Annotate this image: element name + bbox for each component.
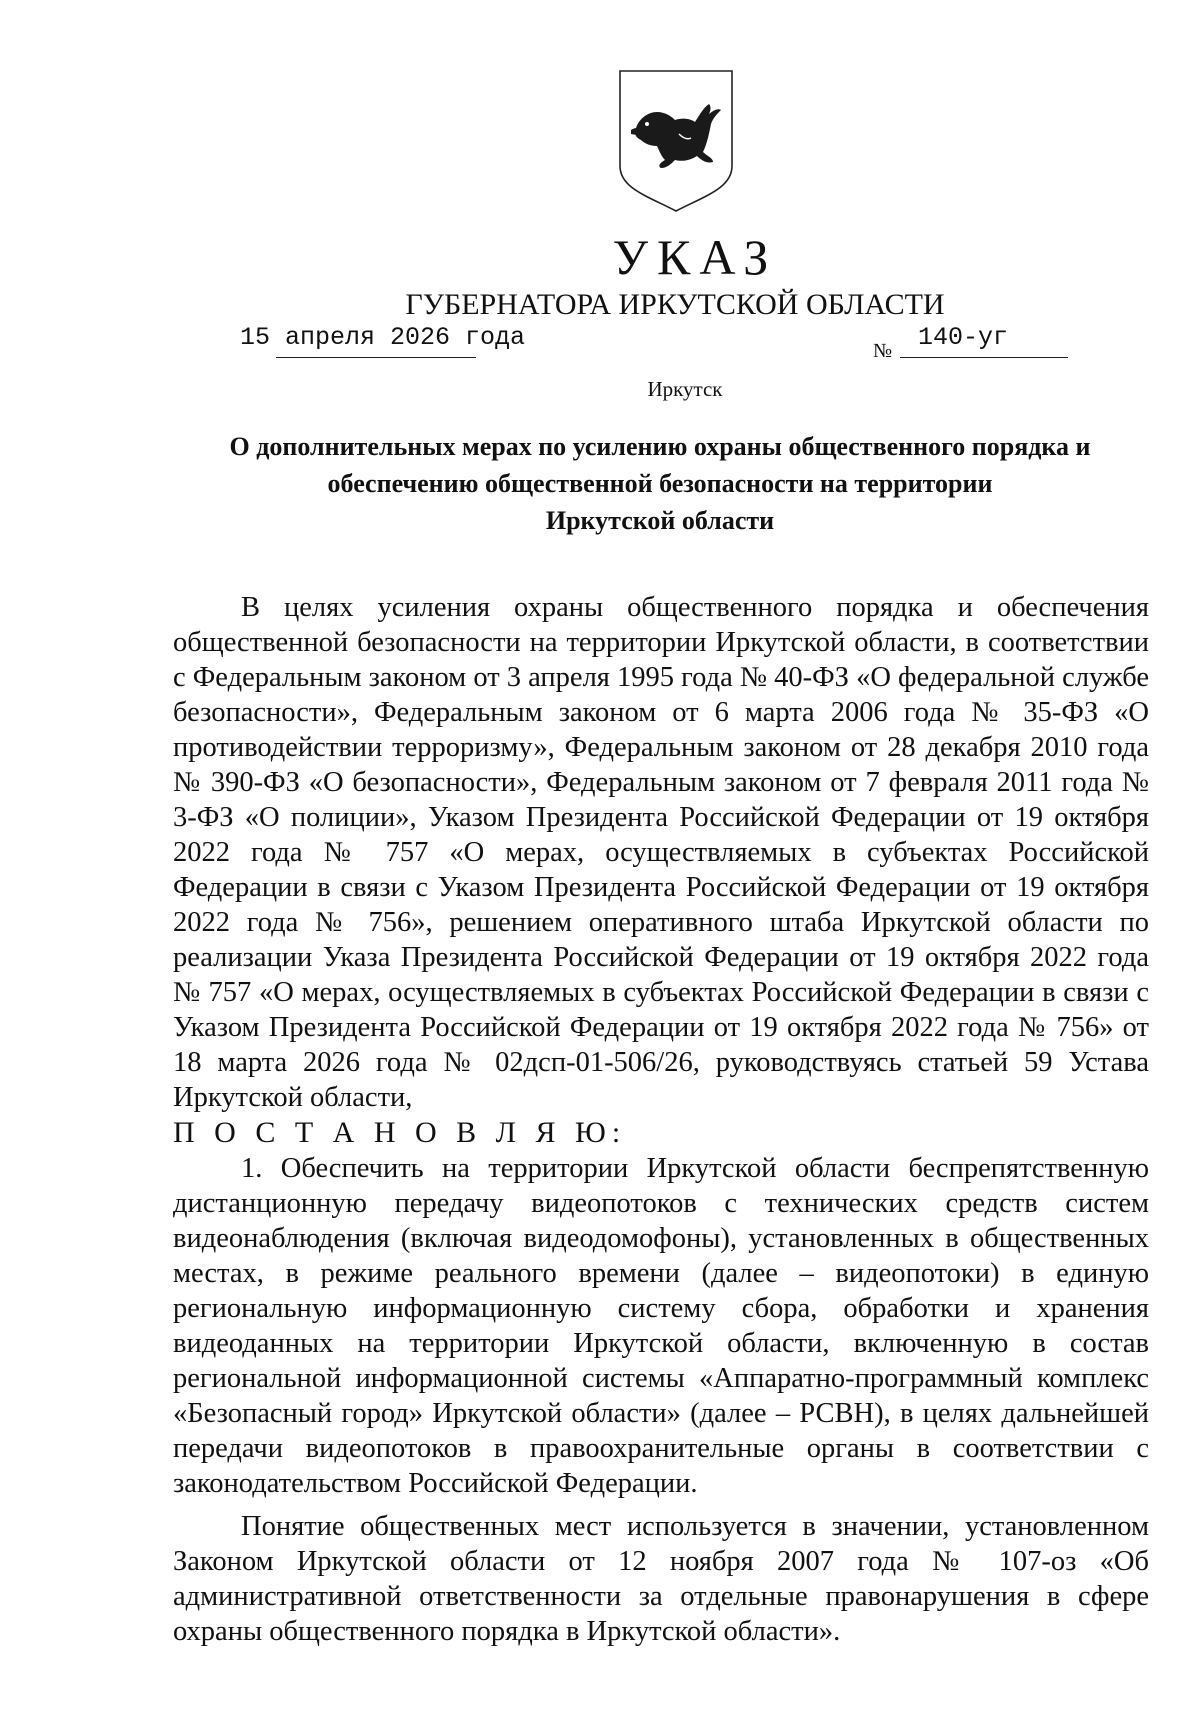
heading-line: обеспечению общественной безопасности на территории xyxy=(327,469,993,498)
decree-number: 140-уг xyxy=(918,323,1009,352)
decree-title: УКАЗ xyxy=(612,229,778,285)
date-underline xyxy=(276,357,476,358)
heading-line: Иркутской области xyxy=(545,506,775,535)
number-label: № xyxy=(873,340,893,362)
number-underline xyxy=(900,357,1068,358)
decree-issuer: ГУБЕРНАТОРА ИРКУТСКОЙ ОБЛАСТИ xyxy=(405,288,945,321)
preamble-paragraph: В целях усиления охраны общественного порядка и обеспечения общественной безопасности на территории Иркутской области, в соответствии с Федеральным законом от 3 апреля 1995 года № 40-ФЗ «О федеральной службе безопасности», Федеральным законом от 6 марта 2006 года № 35-ФЗ «О противодействии терроризму», Федеральным законом от 28 декабря 2010 года № 390-ФЗ «О безопасности», Федеральным законом от 7 февраля 2011 года № 3-ФЗ «О полиции», Указом Президента Российской Федерации от 19 октября 2022 года № 757 «О мерах, осуществляемых в субъектах Российской Федерации в связи с Указом Президента Российской Федерации от 19 октября 2022 года № 756», решением оперативного штаба Иркутской области по реализации Указа Президента Российской Федерации от 19 октября 2022 года № 757 «О мерах, осуществляемых в субъектах Российской Федерации в связи с Указом Президента Российской Федерации от 19 октября 2022 года № 756» от 18 марта 2026 года № 02дсп-01-506/26, руководствуясь статьей 59 Устава Иркутской области, xyxy=(173,592,1149,1113)
resolve-statement: П О С Т А Н О В Л Я Ю: xyxy=(173,1116,627,1149)
shield-icon xyxy=(617,68,735,214)
item-1-note-paragraph: Понятие общественных мест используется в значении, установленном Законом Иркутской области от 12 ноября 2007 года № 107-оз «Об административной ответственности за отдельные правонарушения в сфере охраны общественного порядка в Иркутской области». xyxy=(173,1511,1149,1647)
decree-body xyxy=(173,590,1149,1649)
issue-city: Иркутск xyxy=(647,377,723,401)
coat-of-arms-emblem xyxy=(617,68,735,214)
decree-date: 15 апреля 2026 года xyxy=(240,323,526,352)
decree-subject-heading xyxy=(170,428,1150,539)
item-1-paragraph: 1. Обеспечить на территории Иркутской области беспрепятственную дистанционную передачу видеопотоков с технических средств систем видеонаблюдения (включая видеодомофоны), установленных в общественных местах, в режиме реального времени (далее – видеопотоки) в единую региональную информационную систему сбора, обработки и хранения видеоданных на территории Иркутской области, включенную в состав региональной информационной системы «Аппаратно-программный комплекс «Безопасный город» Иркутской области» (далее – РСВН), в целях дальнейшей передачи видеопотоков в правоохранительные органы в соответствии с законодательством Российской Федерации. xyxy=(173,1153,1149,1499)
heading-line: О дополнительных мерах по усилению охраны общественного порядка и xyxy=(229,432,1091,461)
